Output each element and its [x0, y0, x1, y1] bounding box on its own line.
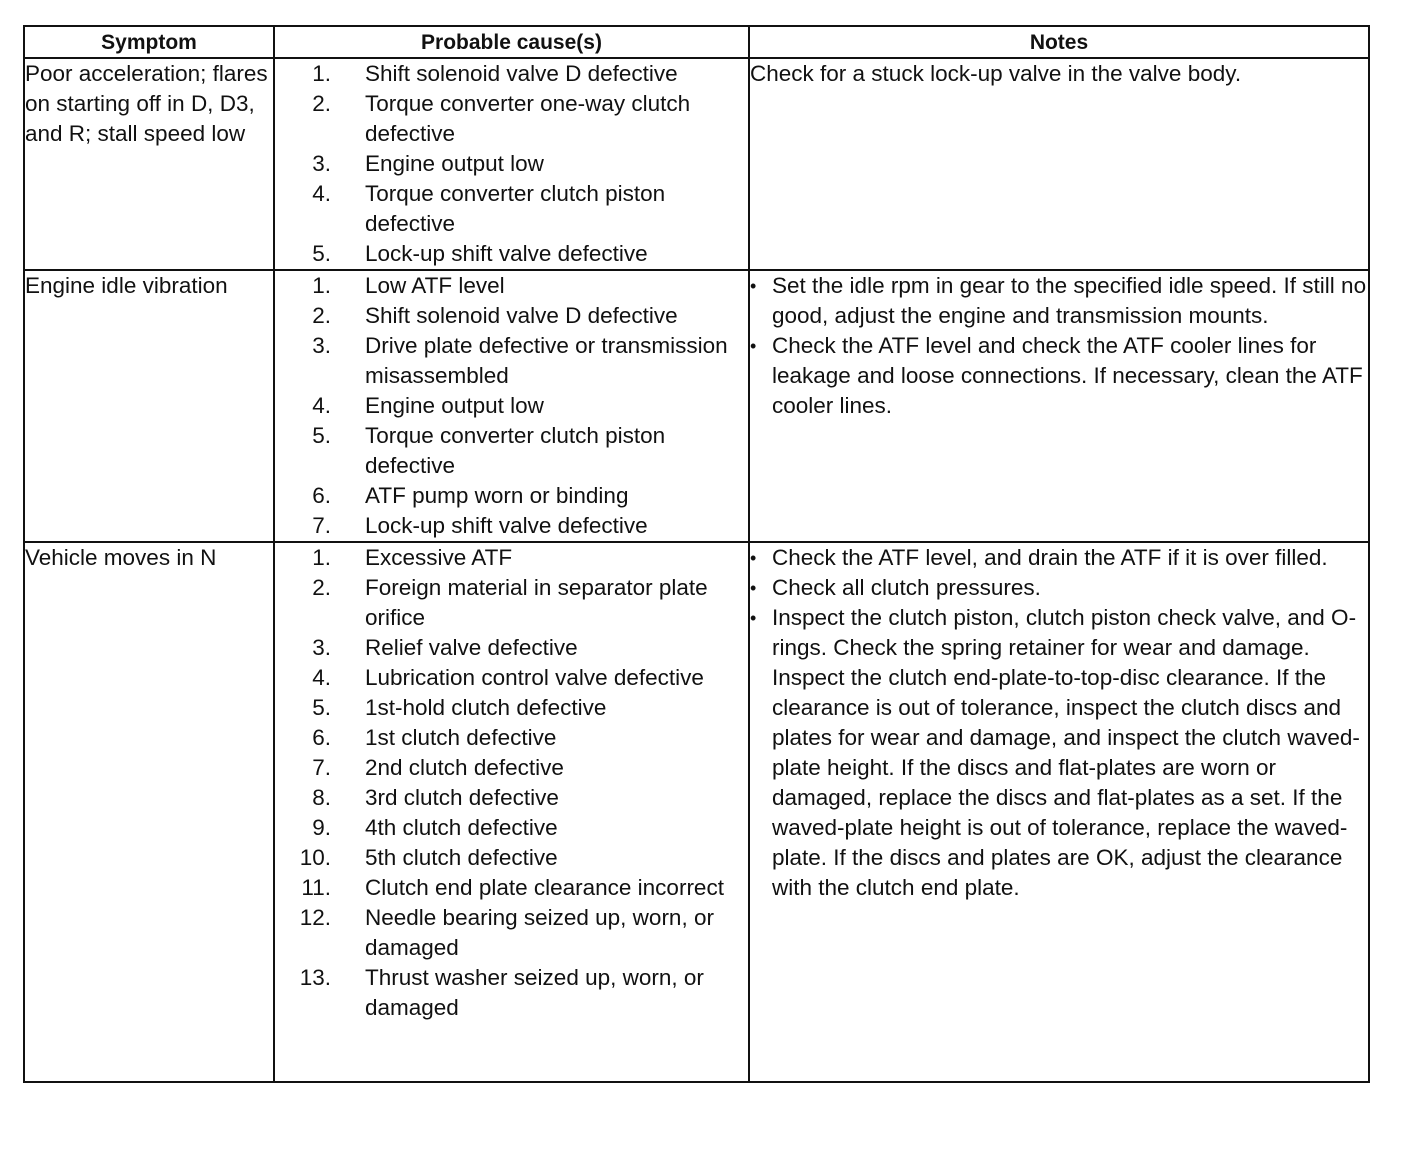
cause-text: Clutch end plate clearance incorrect — [365, 875, 724, 900]
table-row — [24, 542, 1369, 1082]
cause-text: Torque converter one-way clutch defective — [365, 91, 691, 146]
cause-number: 13. — [299, 965, 331, 990]
cause-number: 12. — [299, 905, 331, 930]
cause-number: 5. — [312, 423, 331, 448]
cause-item — [275, 783, 748, 813]
header-row — [24, 26, 1369, 58]
table-row — [24, 270, 1369, 542]
note-item — [750, 271, 1368, 331]
cause-item — [275, 573, 748, 633]
cause-item — [275, 271, 748, 301]
cause-number: 1. — [312, 61, 331, 86]
cause-number: 8. — [312, 785, 331, 810]
bullet-icon: • — [750, 608, 757, 628]
cause-item — [275, 89, 748, 149]
cause-text: Shift solenoid valve D defective — [365, 303, 678, 328]
cause-item — [275, 149, 748, 179]
notes-cell — [749, 270, 1369, 542]
cause-text: 1st-hold clutch defective — [365, 695, 607, 720]
cause-text: 5th clutch defective — [365, 845, 558, 870]
cause-item — [275, 179, 748, 239]
cause-number: 6. — [312, 483, 331, 508]
cause-item — [275, 633, 748, 663]
cause-item — [275, 753, 748, 783]
cause-text: Engine output low — [365, 393, 544, 418]
note-text: Check for a stuck lock-up valve in the valve body. — [750, 61, 1242, 86]
notes-header: Notes — [749, 26, 1369, 58]
cause-list — [275, 543, 748, 1023]
cause-item — [275, 543, 748, 573]
cause-item — [275, 421, 748, 481]
cause-text: Torque converter clutch piston defective — [365, 181, 666, 236]
cause-text: Low ATF level — [365, 273, 505, 298]
cause-text: Lock-up shift valve defective — [365, 513, 648, 538]
cause-item — [275, 963, 748, 1023]
cause-number: 5. — [312, 695, 331, 720]
bullet-icon: • — [750, 336, 757, 356]
cause-number: 2. — [312, 575, 331, 600]
cause-number: 4. — [312, 665, 331, 690]
cause-item — [275, 391, 748, 421]
cause-item — [275, 723, 748, 753]
cause-number: 1. — [312, 273, 331, 298]
note-item — [750, 543, 1368, 573]
bullet-icon: • — [750, 548, 757, 568]
bullet-icon: • — [750, 578, 757, 598]
symptom-cell: Poor acceleration; flares on starting off in D, D3, and R; stall speed low — [24, 58, 274, 270]
symptom-header: Symptom — [24, 26, 274, 58]
cause-number: 7. — [312, 755, 331, 780]
cause-number: 2. — [312, 303, 331, 328]
cause-number: 3. — [312, 333, 331, 358]
cause-list — [275, 271, 748, 541]
cause-number: 4. — [312, 181, 331, 206]
cause-item — [275, 331, 748, 391]
note-text: Check the ATF level and check the ATF cooler lines for leakage and loose connections. If necessary, clean the ATF cooler lines. — [772, 333, 1363, 418]
cause-text: ATF pump worn or binding — [365, 483, 629, 508]
note-list — [750, 271, 1368, 421]
note-item — [750, 603, 1368, 903]
cause-text: Needle bearing seized up, worn, or damaged — [365, 905, 714, 960]
cause-number: 10. — [299, 845, 331, 870]
note-item — [750, 331, 1368, 421]
cause-number: 2. — [312, 91, 331, 116]
bullet-icon: • — [750, 276, 757, 296]
cause-text: Torque converter clutch piston defective — [365, 423, 666, 478]
cause-header: Probable cause(s) — [274, 26, 749, 58]
cause-text: Thrust washer seized up, worn, or damaged — [365, 965, 704, 1020]
cause-item — [275, 511, 748, 541]
cause-item — [275, 843, 748, 873]
cause-text: 1st clutch defective — [365, 725, 557, 750]
cause-item — [275, 903, 748, 963]
cause-text: Lubrication control valve defective — [365, 665, 704, 690]
cause-text: Foreign material in separator plate orifice — [365, 575, 708, 630]
cause-item — [275, 663, 748, 693]
cause-item — [275, 873, 748, 903]
cause-text: Lock-up shift valve defective — [365, 241, 648, 266]
cause-text: 4th clutch defective — [365, 815, 558, 840]
note-list — [750, 543, 1368, 903]
cause-number: 7. — [312, 513, 331, 538]
cause-text: 3rd clutch defective — [365, 785, 559, 810]
cause-number: 4. — [312, 393, 331, 418]
cause-number: 11. — [301, 875, 331, 900]
cause-text: Relief valve defective — [365, 635, 578, 660]
cause-item — [275, 481, 748, 511]
troubleshooting-table — [23, 25, 1370, 1083]
cause-text: Shift solenoid valve D defective — [365, 61, 678, 86]
cause-item — [275, 301, 748, 331]
table-row — [24, 58, 1369, 270]
note-text: Check all clutch pressures. — [772, 575, 1041, 600]
cause-item — [275, 59, 748, 89]
cause-number: 6. — [312, 725, 331, 750]
cause-text: Excessive ATF — [365, 545, 513, 570]
notes-cell — [749, 542, 1369, 1082]
cause-text: Engine output low — [365, 151, 544, 176]
cause-cell — [274, 542, 749, 1082]
cause-item — [275, 239, 748, 269]
note-text: Set the idle rpm in gear to the specified idle speed. If still no good, adjust the engine and transmission mounts. — [772, 273, 1367, 328]
cause-cell — [274, 58, 749, 270]
cause-list — [275, 59, 748, 269]
note-text: Inspect the clutch piston, clutch piston check valve, and O-rings. Check the spring retainer for wear and damage. Inspect the clutch end-plate-to-top-disc clearance. If the clearance is out of tolerance, inspect the clutch discs and plates for wear and damage, and inspect the clutch waved-plate height. If the discs and flat-plates are worn or damaged, replace the discs and flat-plates as a set. If the waved-plate height is out of tolerance, replace the waved-plate. If the discs and plates are OK, adjust the clearance with the clutch end plate. — [772, 605, 1360, 900]
cause-item — [275, 813, 748, 843]
notes-cell — [749, 58, 1369, 270]
cause-number: 3. — [312, 635, 331, 660]
cause-text: Drive plate defective or transmission misassembled — [365, 333, 728, 388]
symptom-cell: Engine idle vibration — [24, 270, 274, 542]
cause-number: 5. — [312, 241, 331, 266]
cause-item — [275, 693, 748, 723]
cause-number: 9. — [312, 815, 331, 840]
note-item — [750, 573, 1368, 603]
cause-number: 3. — [312, 151, 331, 176]
symptom-cell: Vehicle moves in N — [24, 542, 274, 1082]
cause-text: 2nd clutch defective — [365, 755, 564, 780]
note-text: Check the ATF level, and drain the ATF if it is over filled. — [772, 545, 1328, 570]
cause-cell — [274, 270, 749, 542]
cause-number: 1. — [312, 545, 331, 570]
